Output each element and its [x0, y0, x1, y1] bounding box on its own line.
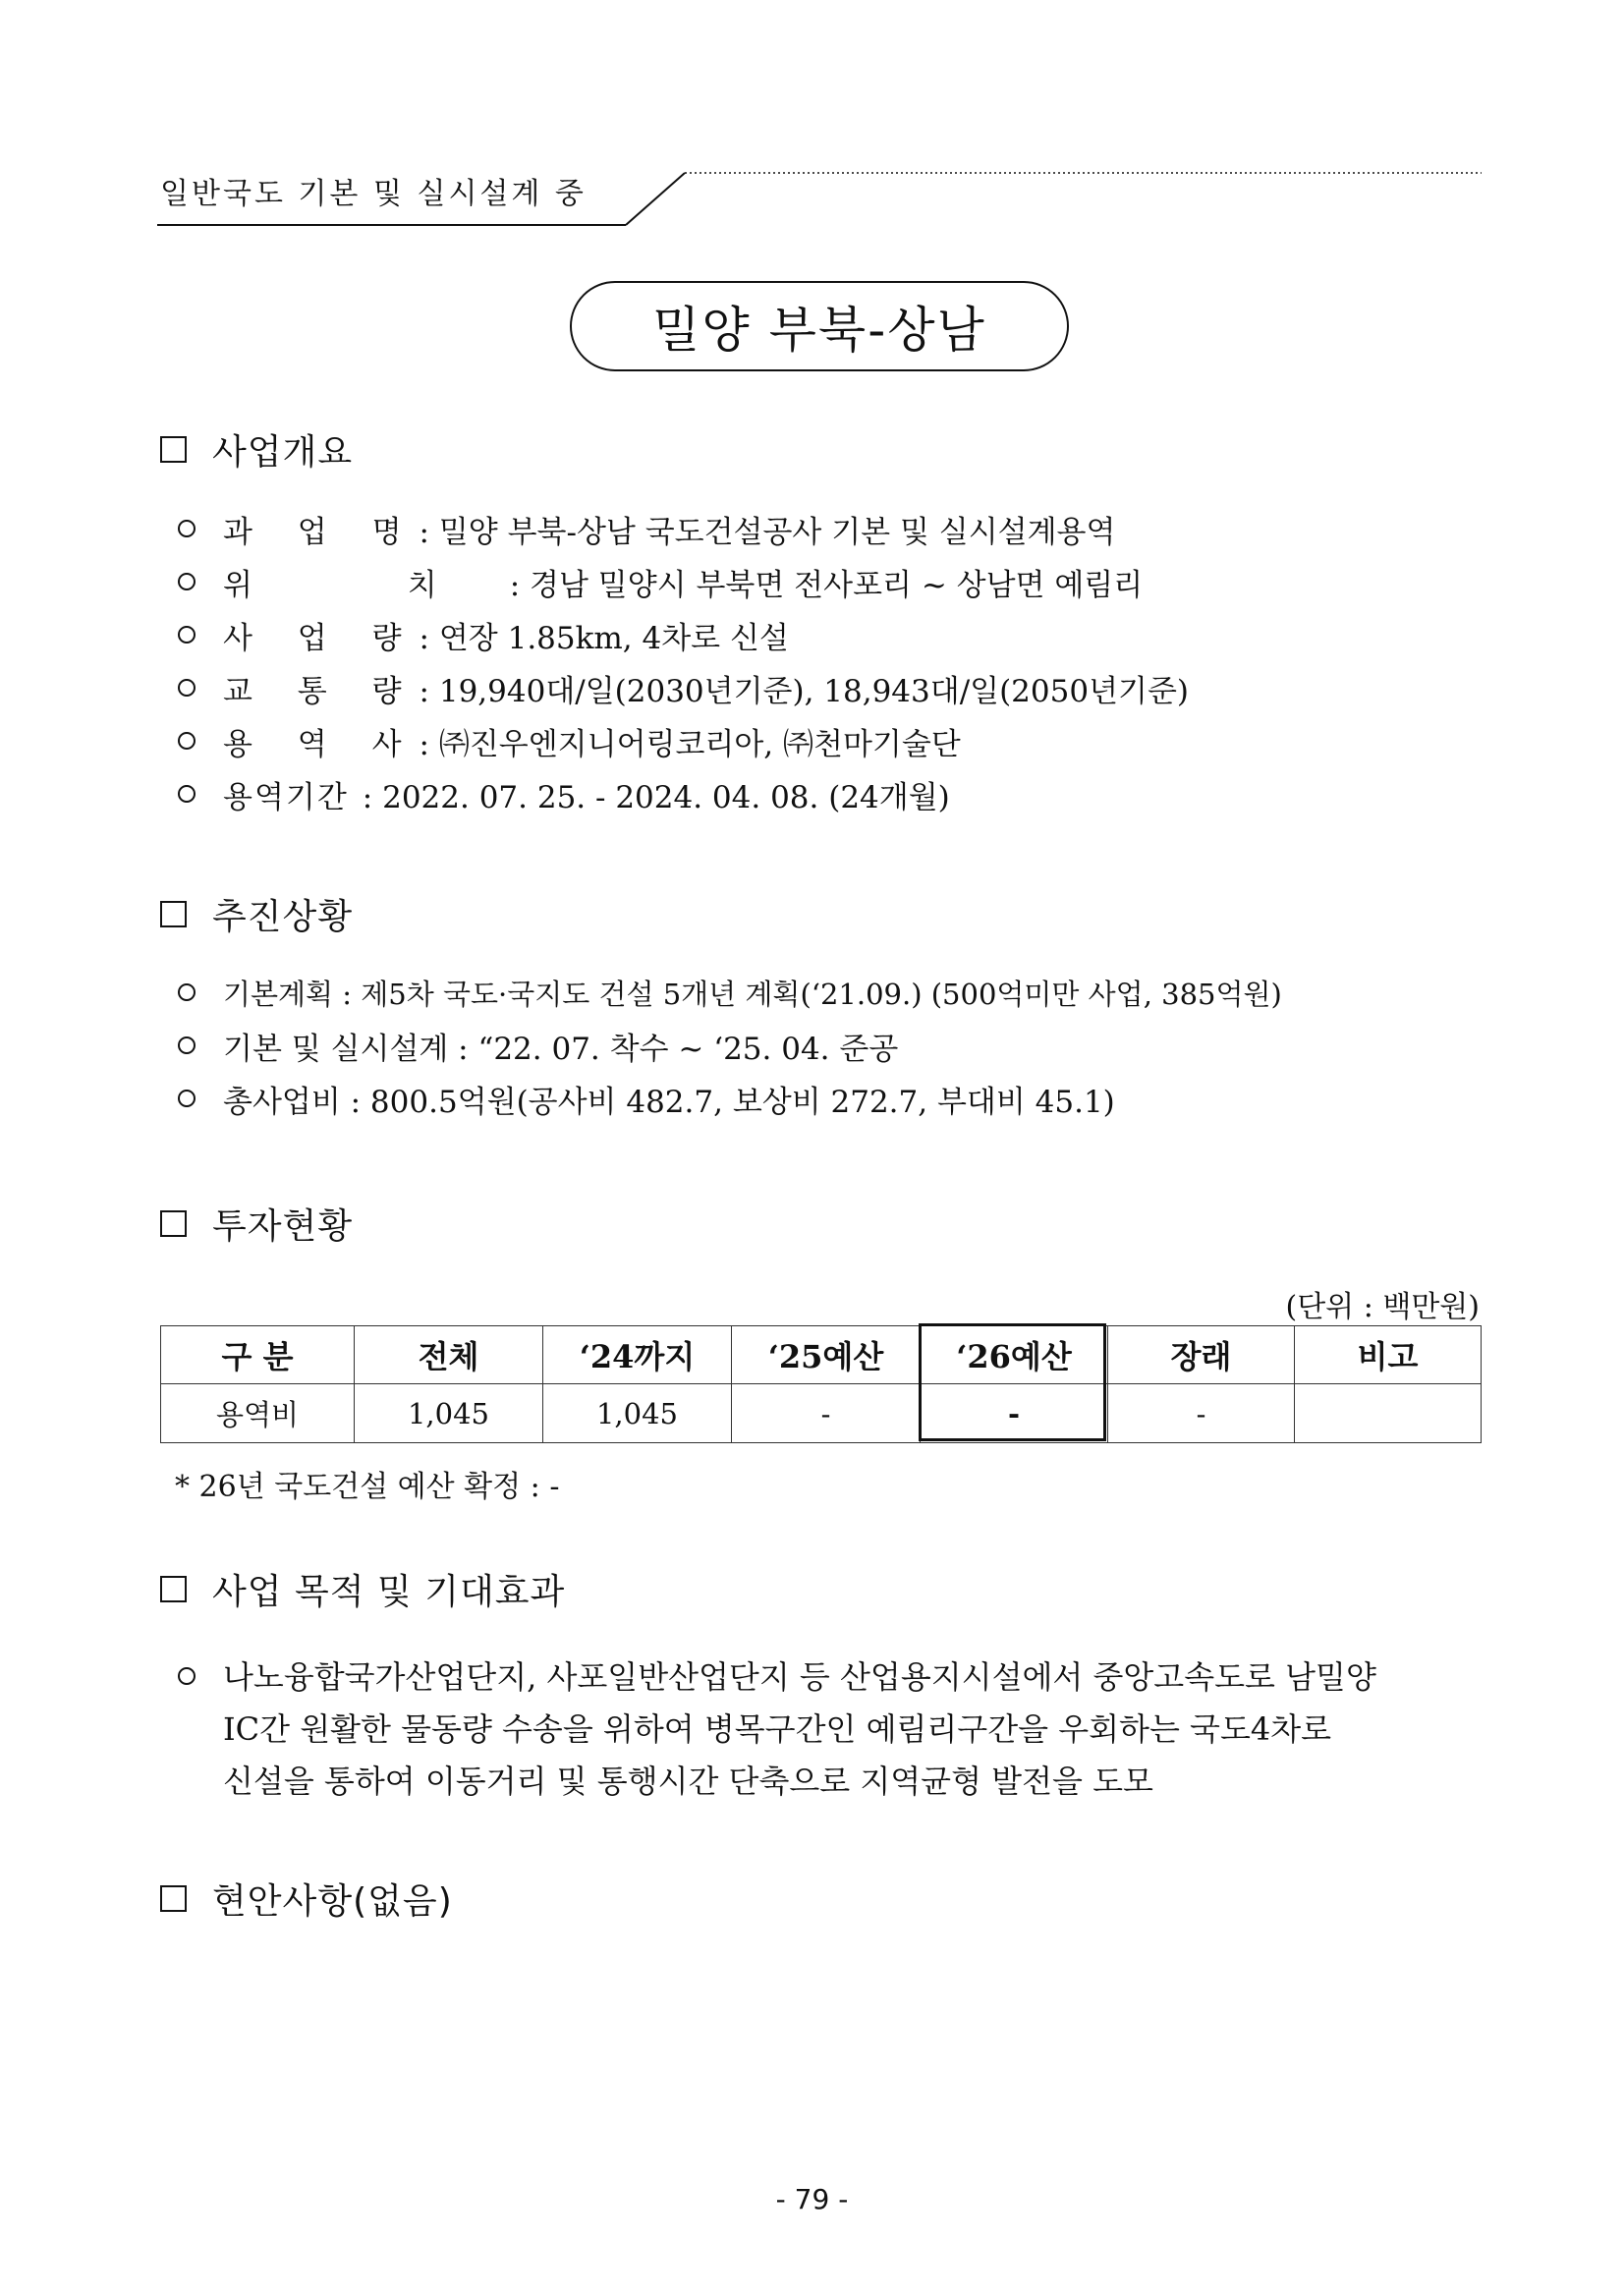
section-heading-investment: 투자현황	[160, 1199, 353, 1249]
header-rule	[0, 0, 1624, 236]
circle-bullet-icon	[178, 983, 196, 1001]
list-item: 기본계획 : 제5차 국도·국지도 건설 5개년 계획(‘21.09.) (500억미만 사업, 385억원)	[0, 973, 1624, 1012]
table-cell	[1295, 1384, 1482, 1443]
investment-table	[160, 1325, 1482, 1443]
column-header: 장래	[1108, 1326, 1295, 1384]
list-item: 기본 및 실시설계 : “22. 07. 착수 ~ ‘25. 04. 준공	[0, 1026, 1624, 1065]
purpose-line: IC간 원활한 물동량 수송을 위하여 병목구간인 예림리구간을 우회하는 국도4차로	[223, 1710, 1332, 1748]
list-item: 위 치: 경남 밀양시 부북면 전사포리 ~ 상남면 예림리	[0, 562, 1624, 601]
table-note: * 26년 국도건설 예산 확정 : -	[175, 1470, 560, 1504]
checkbox-square-icon	[160, 1885, 187, 1912]
list-item: 사 업 량: 연장 1.85km, 4차로 신설	[0, 615, 1624, 654]
page-number: - 79 -	[775, 2183, 849, 2215]
table-header-row	[161, 1326, 1482, 1384]
table-unit-label: (단위 : 백만원)	[1285, 1290, 1480, 1324]
table-cell: -	[921, 1384, 1108, 1443]
page-title: 밀양 부북-상남	[570, 281, 1069, 371]
table-cell: -	[732, 1384, 921, 1443]
circle-bullet-icon	[178, 573, 196, 590]
circle-bullet-icon	[178, 785, 196, 803]
circle-bullet-icon	[178, 1036, 196, 1054]
table-cell: 1,045	[355, 1384, 543, 1443]
list-item: 총사업비 : 800.5억원(공사비 482.7, 보상비 272.7, 부대비 45.1)	[0, 1079, 1624, 1118]
checkbox-square-icon	[160, 436, 187, 463]
purpose-line: 나노융합국가산업단지, 사포일반산업단지 등 산업용지시설에서 중앙고속도로 남밀양	[223, 1658, 1376, 1696]
table-row	[161, 1384, 1482, 1443]
checkbox-square-icon	[160, 1210, 187, 1237]
section-heading-progress: 추진상황	[160, 889, 353, 939]
column-header: ‘25예산	[732, 1326, 921, 1384]
list-item: 용 역 사: ㈜진우엔지니어링코리아, ㈜천마기술단	[0, 721, 1624, 760]
column-header: ‘26예산	[921, 1326, 1108, 1384]
purpose-line: 신설을 통하여 이동거리 및 통행시간 단축으로 지역균형 발전을 도모	[223, 1763, 1153, 1800]
column-header: 구 분	[161, 1326, 355, 1384]
circle-bullet-icon	[178, 732, 196, 750]
running-header: 일반국도 기본 및 실시설계 중	[160, 177, 587, 211]
column-header: 비고	[1295, 1326, 1482, 1384]
circle-bullet-icon	[178, 1090, 196, 1107]
circle-bullet-icon	[178, 1667, 196, 1685]
list-item: 과 업 명: 밀양 부북-상남 국도건설공사 기본 및 실시설계용역	[0, 509, 1624, 548]
table-cell: -	[1108, 1384, 1295, 1443]
list-item: 용역기간 : 2022. 07. 25. - 2024. 04. 08. (24개월)	[0, 774, 1624, 813]
table-cell: 1,045	[543, 1384, 732, 1443]
column-header: 전체	[355, 1326, 543, 1384]
checkbox-square-icon	[160, 1576, 187, 1602]
column-header: ‘24까지	[543, 1326, 732, 1384]
circle-bullet-icon	[178, 679, 196, 697]
section-heading-purpose: 사업 목적 및 기대효과	[160, 1564, 565, 1614]
checkbox-square-icon	[160, 901, 187, 927]
section-heading-overview: 사업개요	[160, 424, 353, 475]
table-cell: 용역비	[161, 1384, 355, 1443]
circle-bullet-icon	[178, 626, 196, 644]
circle-bullet-icon	[178, 520, 196, 537]
list-item: 교 통 량: 19,940대/일(2030년기준), 18,943대/일(2050년기준)	[0, 668, 1624, 707]
section-heading-issues: 현안사항(없음)	[160, 1874, 453, 1924]
